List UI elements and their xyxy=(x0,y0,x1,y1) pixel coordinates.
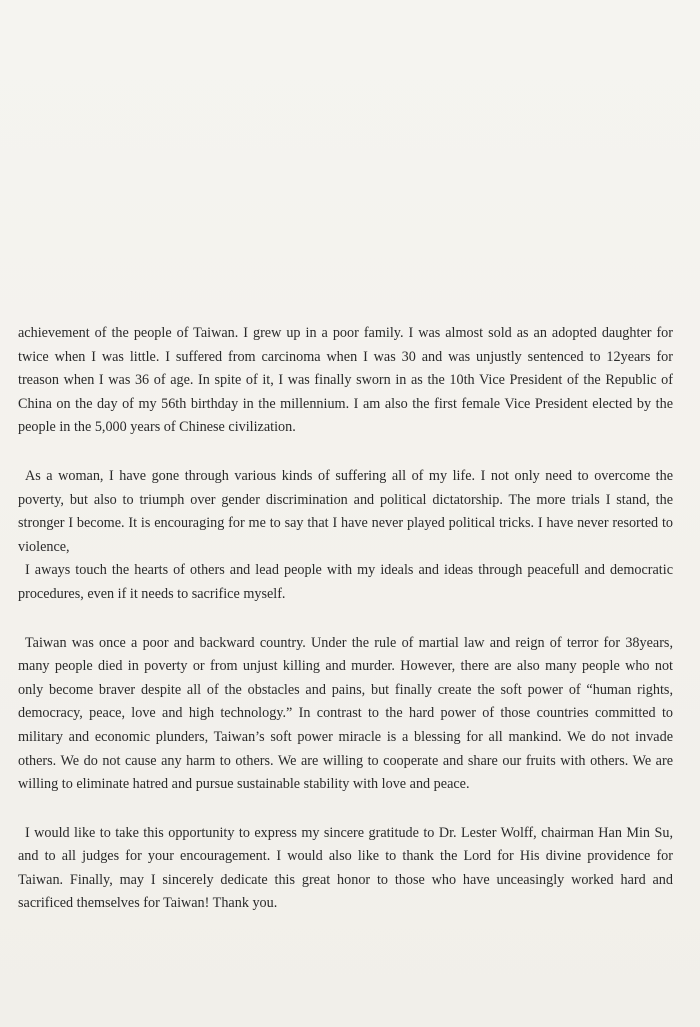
paragraph-line: willing to eliminate hatred and pursue sustainable stability with love and peace. xyxy=(18,776,470,793)
paragraph-line: and to all judges for your encouragement. I would also like to thank the Lord for His divine providence for xyxy=(18,848,673,865)
paragraph-line: democracy, peace, love and high technology.” In contrast to the hard power of those countries committed to xyxy=(18,705,673,722)
paragraph-line: Taiwan. Finally, may I sincerely dedicate this great honor to those who have unceasingly worked hard and xyxy=(18,871,673,888)
paragraph-line: As a woman, I have gone through various kinds of suffering all of my life. I not only need to overcome the xyxy=(25,467,673,484)
paragraph-line: many people died in poverty or from unjust killing and murder. However, there are also many people who not xyxy=(18,658,673,675)
paragraph-4 xyxy=(18,822,673,916)
paragraph-gap xyxy=(18,607,673,632)
paragraph-gap xyxy=(18,797,673,822)
paragraph-line: others. We do not cause any harm to others. We are willing to cooperate and share our fruits with others. We are xyxy=(18,752,673,769)
paragraph-line: China on the day of my 56th birthday in the millennium. I am also the first female Vice President elected by the xyxy=(18,395,673,412)
paragraph-line: Taiwan was once a poor and backward country. Under the rule of martial law and reign of terror for 38years, xyxy=(25,634,673,651)
paragraph-line: sacrificed themselves for Taiwan! Thank you. xyxy=(18,895,278,912)
paragraph-line: poverty, but also to triumph over gender discrimination and political dictatorship. The more trials I stand, the xyxy=(18,491,673,508)
paragraph-3 xyxy=(18,632,673,797)
paragraph-line: procedures, even if it needs to sacrifice myself. xyxy=(18,585,286,602)
paragraph-line: people in the 5,000 years of Chinese civilization. xyxy=(18,419,296,436)
paragraph-line: I would like to take this opportunity to express my sincere gratitude to Dr. Lester Wolff, chairman Han Min Su, xyxy=(25,824,673,841)
paragraph-line: military and economic plunders, Taiwan’s soft power miracle is a blessing for all mankind. We do not invade xyxy=(18,728,673,745)
paragraph-line: I aways touch the hearts of others and lead people with my ideals and ideas through peacefull and democratic xyxy=(25,562,673,579)
paragraph-gap xyxy=(18,440,673,465)
paragraph-line: twice when I was little. I suffered from carcinoma when I was 30 and was unjustly sentenced to 12years for xyxy=(18,348,673,365)
paragraph-2 xyxy=(18,465,673,607)
paragraph-line: achievement of the people of Taiwan. I grew up in a poor family. I was almost sold as an adopted daughter for xyxy=(18,325,673,341)
paragraph-line: violence, xyxy=(18,538,70,555)
paragraph-line: stronger I become. It is encouraging for me to say that I have never played political tricks. I have never resorted to xyxy=(18,515,673,532)
document-body xyxy=(18,322,673,916)
paragraph-1 xyxy=(18,322,673,440)
paragraph-line: treason when I was 36 of age. In spite of it, I was finally sworn in as the 10th Vice President of the Republic of xyxy=(18,372,673,389)
paragraph-line: only become braver despite all of the obstacles and pains, but finally create the soft power of “human rights, xyxy=(18,681,673,698)
